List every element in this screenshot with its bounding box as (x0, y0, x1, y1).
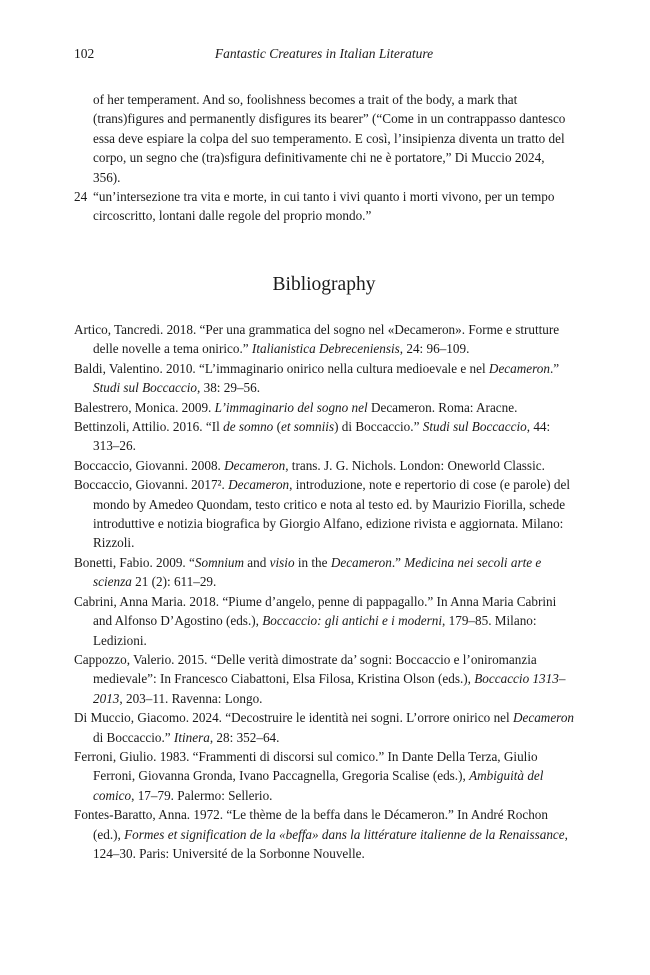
italic-title: Studi sul Boccaccio (93, 380, 198, 396)
entry-text: Bettinzoli, Attilio. 2016. “Il (74, 419, 224, 435)
italic-title: Formes et signification de la «beffa» dans la littérature italienne de la Renaissance (124, 826, 565, 842)
bibliography-list (74, 320, 574, 863)
italic-title: Itinera (173, 729, 210, 745)
entry-text: Cappozzo, Valerio. 2015. “Delle verità dimostrate da’ sogni: Boccaccio e l’oniromanzia medievale”: In Francesco Ciabattoni, Elsa Filosa, Kristina Olson (eds.), (74, 651, 537, 687)
entry-text: , 24: 96–109. (399, 341, 470, 357)
entry-text: , 203–11. Ravenna: Longo. (119, 690, 263, 706)
bibliography-entry (74, 456, 574, 475)
italic-title: Decameron (330, 554, 392, 570)
entry-text: Boccaccio, Giovanni. 2008. (74, 457, 225, 473)
endnote-text: “un’intersezione tra vita e morte, in cui tanto i vivi quanto i morti vivono, per un tempo circoscritto, lontani dalle regole del proprio mondo.” (93, 189, 555, 224)
italic-title: visio (269, 554, 295, 570)
entry-text: Decameron. Roma: Aracne. (367, 399, 518, 415)
entry-text: ( (273, 419, 281, 435)
entry-text: , 44: 313–26. (93, 419, 551, 454)
entry-text: 21 (2): 611–29. (131, 574, 217, 590)
page-header (74, 46, 574, 66)
endnotes (74, 90, 574, 226)
italic-title: Medicina nei secoli arte e scienza (93, 554, 542, 590)
endnote-number: 24 (74, 189, 88, 205)
bibliography-entry (74, 359, 574, 398)
page-number: 102 (74, 46, 95, 61)
entry-text: Ferroni, Giulio. 1983. “Frammenti di discorsi sul comico.” In Dante Della Terza, Giulio Ferroni, Giovanna Gronda, Ivano Paccagnella, Gregoria Scalise (eds.), (74, 748, 538, 784)
entry-text: , 179–85. Milano: Ledizioni. (93, 613, 537, 648)
bibliography-entry (74, 708, 574, 747)
entry-text: , 17–79. Palermo: Sellerio. (131, 787, 273, 803)
bibliography-entry (74, 805, 574, 863)
entry-text: Artico, Tancredi. 2018. “Per una grammatica del sogno nel «Decameron». Forme e strutture delle novelle a tema onirico.” (74, 322, 560, 357)
entry-text: , 28: 352–64. (209, 729, 280, 745)
entry-text: Balestrero, Monica. 2009. (74, 399, 215, 415)
bibliography-entry (74, 417, 574, 456)
italic-title: Boccaccio 1313–2013 (93, 671, 566, 706)
entry-text: Cabrini, Anna Maria. 2018. “Piume d’angelo, penne di pappagallo.” In Anna Maria Cabrini and Alfonso D’Agostino (eds.), (74, 593, 557, 629)
italic-title: de somno (223, 419, 274, 435)
bibliography-entry (74, 747, 574, 805)
entry-text: , trans. J. G. Nichols. London: Oneworld Classic. (285, 457, 545, 473)
italic-title: Decameron (512, 710, 575, 726)
italic-title: Boccaccio: gli antichi e i moderni (262, 613, 443, 629)
running-title: Fantastic Creatures in Italian Literature (214, 46, 434, 61)
entry-text: di Boccaccio.” (93, 729, 174, 745)
bibliography-heading: Bibliography (272, 274, 376, 295)
entry-text: Fontes-Baratto, Anna. 1972. “Le thème de la beffa dans le Décameron.” In André Rochon (ed.), (74, 807, 548, 842)
bibliography-entry (74, 398, 574, 417)
entry-text: Baldi, Valentino. 2010. “L’immaginario onirico nella cultura medioevale e nel (74, 360, 489, 376)
entry-text: and (243, 554, 270, 570)
endnote-24 (74, 187, 574, 226)
italic-title: Ambiguità del comico (93, 768, 544, 803)
endnote-text: of her temperament. And so, foolishness becomes a trait of the body, a mark that (trans)figures and permanently disfigures its bearer” (“Come in un contrappasso dantesco essa deve espiare la colpa del suo temperamento. E così, l’insipienza diventa un tratto del corpo, un segno che (tra)sfigura definitivamente chi ne è portatore,” Di Muccio 2024, 356). (93, 92, 566, 185)
bibliography-entry (74, 553, 574, 592)
entry-text: , introduzione, note e repertorio di cose (e parole) del mondo by Amedeo Quondam, testo critico e nota al testo ed. by Maurizio Fiorilla, schede introduttive e notizia biografica by Giorgio Alfano, edizione rivista e aggiornata. Milano: Rizzoli. (93, 477, 570, 551)
endnote-continuation (74, 90, 574, 187)
italic-title: Italianistica Debreceniensis (251, 341, 400, 357)
italic-title: Decameron (224, 457, 286, 473)
entry-text: , 124–30. Paris: Université de la Sorbonne Nouvelle. (93, 826, 568, 861)
entry-text: .” (549, 360, 560, 376)
bibliography-entry (74, 475, 574, 553)
entry-text: .” (391, 554, 405, 570)
entry-text: in the (294, 554, 331, 570)
italic-title: Decameron (228, 477, 290, 493)
bibliography-entry (74, 650, 574, 708)
entry-text: Boccaccio, Giovanni. 2017². (74, 477, 229, 493)
italic-title: L’immaginario del sogno nel (214, 399, 368, 415)
italic-title: Decameron (488, 360, 550, 376)
italic-title: et somniis (280, 419, 335, 435)
entry-text: Di Muccio, Giacomo. 2024. “Decostruire le identità nei sogni. L’orrore onirico nel (74, 710, 513, 726)
bibliography-entry (74, 320, 574, 359)
italic-title: Somnium (194, 554, 244, 570)
bibliography-entry (74, 592, 574, 650)
entry-text: , 38: 29–56. (197, 380, 261, 396)
italic-title: Studi sul Boccaccio (422, 419, 527, 435)
entry-text: ) di Boccaccio.” (334, 419, 423, 435)
entry-text: Bonetti, Fabio. 2009. “ (74, 554, 195, 570)
